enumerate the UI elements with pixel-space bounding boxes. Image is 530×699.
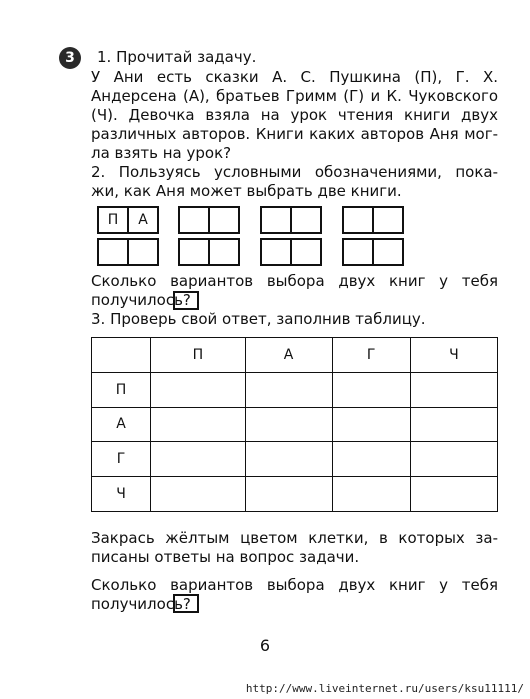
book-pair-box-5[interactable]: [97, 238, 159, 266]
pair-cell-first[interactable]: [180, 240, 208, 264]
book-pair-box-7[interactable]: [260, 238, 322, 266]
table-row-header: А: [92, 407, 151, 442]
table-row-header: П: [92, 372, 151, 407]
table-row: [92, 407, 498, 442]
table-row: [92, 442, 498, 477]
book-pair-box-2[interactable]: [178, 206, 240, 234]
question2-line-2: получилось?: [91, 595, 191, 613]
table-cell[interactable]: [332, 442, 410, 477]
pair-cell-second[interactable]: [208, 240, 238, 264]
answer-box-2[interactable]: [173, 594, 199, 613]
task1-header: 1. Прочитай задачу.: [97, 48, 257, 66]
page-number: 6: [259, 636, 271, 655]
table-cell[interactable]: [245, 477, 332, 512]
book-pair-box-3[interactable]: [260, 206, 322, 234]
table-cell[interactable]: [332, 407, 410, 442]
answer-box-1[interactable]: [173, 291, 199, 310]
table-row-header: Г: [92, 442, 151, 477]
table-cell[interactable]: [151, 372, 246, 407]
combinations-table: [91, 337, 498, 512]
book-pair-box-4[interactable]: [342, 206, 404, 234]
book-pair-box-8[interactable]: [342, 238, 404, 266]
table-column-header: А: [245, 338, 332, 373]
coloring-line-1: Закрась жёлтым цветом клетки, в которых за-: [91, 529, 498, 547]
table-cell[interactable]: [410, 442, 497, 477]
pair-cell-second[interactable]: [290, 240, 320, 264]
pair-cell-first[interactable]: [262, 240, 290, 264]
table-cell[interactable]: [410, 407, 497, 442]
book-pair-box-1[interactable]: [97, 206, 159, 234]
pair-cell-second[interactable]: [372, 240, 402, 264]
watermark-url: http://www.liveinternet.ru/users/ksu11111/: [245, 682, 524, 695]
coloring-line-2: писаны ответы на вопрос задачи.: [91, 548, 360, 566]
pair-cell-second[interactable]: [290, 208, 320, 232]
table-column-header: П: [151, 338, 246, 373]
table-corner-cell: [92, 338, 151, 373]
table-header-row: [92, 338, 498, 373]
pair-cell-first[interactable]: [180, 208, 208, 232]
table-cell[interactable]: [410, 372, 497, 407]
table-cell[interactable]: [410, 477, 497, 512]
pair-cell-first[interactable]: [99, 240, 127, 264]
task2-line-1: 2. Пользуясь условными обозначениями, пока-: [91, 163, 498, 181]
task2-line-2: жи, как Аня может выбрать две книги.: [91, 182, 402, 200]
pair-cell-second[interactable]: [372, 208, 402, 232]
table-cell[interactable]: [245, 407, 332, 442]
book-pair-box-6[interactable]: [178, 238, 240, 266]
task1-line-5: ла взять на урок?: [91, 144, 232, 162]
table-cell[interactable]: [332, 372, 410, 407]
pair-cell-second[interactable]: [127, 240, 157, 264]
pair-cell-first[interactable]: [344, 208, 372, 232]
task3-header: 3. Проверь свой ответ, заполнив таблицу.: [91, 310, 426, 328]
task1-line-1: У Ани есть сказки А. С. Пушкина (П), Г. Х.: [91, 68, 498, 86]
question2-line-1: Сколько вариантов выбора двух книг у тебя: [91, 576, 498, 594]
table-row-header: Ч: [92, 477, 151, 512]
table-cell[interactable]: [332, 477, 410, 512]
table-cell[interactable]: [151, 442, 246, 477]
task1-line-2: Андерсена (А), братьев Гримм (Г) и К. Чуковского: [91, 87, 498, 105]
task-number-badge: 3: [59, 47, 81, 69]
pair-cell-first[interactable]: [344, 240, 372, 264]
table-cell[interactable]: [245, 372, 332, 407]
table-cell[interactable]: [245, 442, 332, 477]
task1-line-3: (Ч). Девочка взяла на урок чтения книги двух: [91, 106, 498, 124]
table-cell[interactable]: [151, 407, 246, 442]
table-row: [92, 372, 498, 407]
question1-line-2: получилось?: [91, 291, 191, 309]
table-column-header: Г: [332, 338, 410, 373]
question1-line-1: Сколько вариантов выбора двух книг у тебя: [91, 272, 498, 290]
pair-cell-first[interactable]: [262, 208, 290, 232]
pair-cell-second[interactable]: [208, 208, 238, 232]
task1-line-4: различных авторов. Книги каких авторов Аня мог-: [91, 125, 498, 143]
table-cell[interactable]: [151, 477, 246, 512]
table-column-header: Ч: [410, 338, 497, 373]
pair-cell-first[interactable]: П: [107, 212, 119, 228]
table-row: [92, 477, 498, 512]
pair-cell-second[interactable]: А: [127, 208, 157, 232]
